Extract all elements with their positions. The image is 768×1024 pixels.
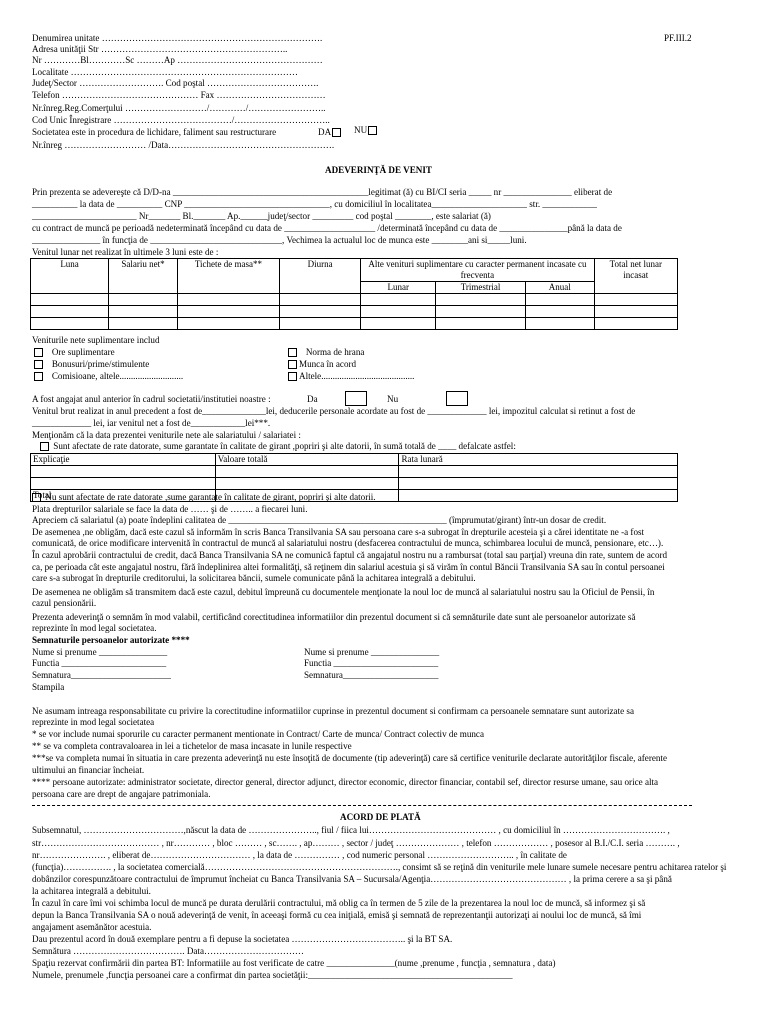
agreement-title: ACORD DE PLATĂ — [340, 812, 421, 822]
agreement-signature-line: Semnătura ………………………………. Data…………………………… — [32, 946, 305, 956]
da-checkbox[interactable] — [332, 128, 341, 137]
supp-item-bonusuri[interactable] — [34, 359, 149, 370]
sig-right-signature: Semnatura_____________________ — [304, 670, 439, 680]
note-line: ** se va completa contravaloarea in lei a tichetelor de masa incasate in lunile respective — [32, 741, 352, 751]
header-line: Judeţ/Sector ………………………. Cod poştal ………………………………. — [32, 78, 319, 88]
income-table — [30, 258, 678, 330]
col-header-explicatie: Explicaţie — [31, 454, 216, 466]
intro-line: Prin prezenta se adevereşte că D/D-na ___________________________________________legitimat (ă) cu BI/CI seria _____ nr _______________ eliberat de — [32, 187, 613, 197]
declaration-line: În cazul aprobării contractului de credit, dacă Banca Transilvania SA ne comunică faptul că angajatul nostru nu a rambursat (total sau parţial) vreuna din rate, suntem de acord — [32, 550, 668, 560]
debt-affected-option[interactable] — [40, 441, 516, 452]
table-row[interactable] — [31, 466, 678, 478]
bt-verification-line: Spaţiu rezervat confirmării din partea BT: Informatiile au fost verificate de catre _______________(nume ,prenume , funcţia , semnatura , data) — [32, 958, 556, 968]
supp-label: Norma de hrana — [305, 347, 365, 357]
sig-right-function: Functia _______________________ — [304, 658, 439, 668]
declaration-line: ca, pe perioada cât este angajatul nostru, fără îndeplinirea altei formalităţi, să reţinem din salariul acestuia şi să virăm în contul Băncii Transilvania SA sau în contul persoanei — [32, 562, 665, 572]
sig-stamp: Stampila — [32, 682, 65, 692]
col-header-salariu: Salariu net* — [109, 259, 178, 294]
separator-line — [32, 805, 692, 806]
nu-label: NU — [354, 125, 368, 135]
col-header-tichete: Tichete de masa** — [177, 259, 279, 294]
agreement-line: dobânzilor corespunzătoare contractului de împrumut încheiat cu Banca Transilvania SA – Sucursala/Agenţia……………………………………… , la prima cerere a sa şi până — [32, 874, 672, 884]
checkbox[interactable] — [34, 360, 43, 369]
supp-label: Munca în acord — [299, 359, 357, 369]
sig-left-name: Nume si prenume _______________ — [32, 647, 168, 657]
table-row[interactable] — [31, 318, 678, 330]
agreement-line: angajament asemănător acestuia. — [32, 922, 152, 932]
declaration-line: Plata drepturilor salariale se face la data de …… şi de …….. a fiecarei luni. — [32, 504, 308, 514]
declaration-line: Prezenta adeverinţă o semnăm în mod valabil, certificând corectitudinea informatiilor din prezentul document si că semnăturile date sunt ale persoanelor autorizate să — [32, 612, 636, 622]
document-title: ADEVERINŢĂ DE VENIT — [325, 165, 432, 175]
checkbox[interactable] — [40, 442, 49, 451]
table-row[interactable] — [31, 478, 678, 490]
col-header-rata: Rata lunară — [399, 454, 678, 466]
table-row[interactable] — [31, 294, 678, 306]
header-line: Adresa unităţii Str …………………………………………………….. — [32, 44, 288, 54]
declaration-line: care s-a subrogat în drepturile creditorului, la solicitarea băncii, sumele comunicate până la achitarea integrală a debitului. — [32, 573, 476, 583]
col-header-total: Total net lunar incasat — [594, 259, 677, 294]
checkbox[interactable] — [32, 493, 41, 502]
agreement-line: str………………………………… , nr………… , bloc ……… , sc……. , ap……… , sector / judeţ ………………… , telefon ……………… , posesor al B.I./C.I. seria ………. , — [32, 838, 680, 848]
supp-label: Bonusuri/prime/stimulente — [51, 359, 150, 369]
employment-line: Menţionăm că la data prezentei veniturile nete ale salariatului / salariatei : — [32, 430, 301, 440]
note-line: * se vor include numai sporurile cu caracter permanent mentionate in Contract/ Carte de munca/ Contract colectiv de munca — [32, 729, 484, 739]
declaration-line: cazul pensionării. — [32, 598, 97, 608]
prev-year-da-box[interactable] — [345, 391, 367, 406]
agreement-line: Subsemnatul, ……………………………,născut la data de ………………….., fiul / fiica lui…………………………………… , cu domiciliul în ……………………………. , — [32, 825, 670, 835]
sub-header-anual: Anual — [525, 282, 594, 294]
note-line: ultimului an financiar încheiat. — [32, 765, 145, 775]
liquidation-question: Societatea este in procedura de lichidare, faliment sau restructurare — [32, 127, 277, 137]
table-row[interactable] — [31, 306, 678, 318]
intro-line: Venitul lunar net realizat în ultimele 3 luni este de : — [32, 247, 219, 257]
header-line: Nr.înreg ……………………… /Data………………………………………………. — [32, 140, 335, 150]
intro-line: cu contract de muncă pe perioadă nedeterminată începând cu data de ____________________ /determinată începând cu data de _______________până la data de — [32, 223, 622, 233]
agreement-line: la achitarea integrală a debitului. — [32, 886, 151, 896]
no-debt-option[interactable] — [32, 492, 376, 503]
nu-checkbox[interactable] — [368, 126, 377, 135]
note-line: reprezinte in mod legal societatea — [32, 717, 155, 727]
agreement-line: Dau prezentul acord în două exemplare pentru a fi depuse la societatea ……………………………….. şi la BT SA. — [32, 934, 453, 944]
declaration-line: comunicată, de orice modificare intervenită în contractul de muncă al salariatului nostru (desfacerea contractului de munca, schimbarea locului de muncă, pensionare, etc…). — [32, 538, 664, 548]
prev-year-nu-label: Nu — [387, 394, 399, 404]
declaration-line: De asemenea ,ne obligăm, dacă este cazul să informăm în scris Banca Transilvania SA sau persoana care s-a subrogat în drepturile acesteia şi a cărei identitate ne -a fost — [32, 527, 645, 537]
header-line: Nr …………Bl…………Sc ………Ap ………………………………………… — [32, 55, 323, 65]
intro-line: _______________ în funcţia de _____________________________, Vechimea la actualul loc de munca este ________ani si_____luni. — [32, 235, 527, 245]
agreement-line: nr…………………. , eliberat de…………………………… , la data de …………… , cod numeric personal ……………………….. , în calitate de — [32, 850, 567, 860]
declaration-line: De asemenea ne obligăm să transmitem dacă este cazul, debitul împreună cu documentele menţionate la noul loc de muncă al salariatului nostru sau la Oficiul de Pensii, în — [32, 587, 655, 597]
note-line: ***se va completa numai în situatia in care prezenta adeverinţă nu este însoţită de documente (tip adeverinţă) care să certifice veniturile declarate autorităţilor fiscale, aferente — [32, 753, 667, 763]
supp-item-altele[interactable] — [288, 371, 414, 382]
checkbox[interactable] — [34, 372, 43, 381]
agreement-line: depun la Banca Transilvania SA o nouă adeverinţă de venit, în aceeaşi formă cu cea iniţială, emisă şi semnată de reprezentanţii autorizaţi ai noului loc de muncă, să îmi — [32, 910, 642, 920]
col-header-alte-venituri: Alte venituri suplimentare cu caracter permanent incasate cu frecventa — [361, 259, 594, 282]
sub-header-lunar: Lunar — [361, 282, 436, 294]
col-header-luna: Luna — [31, 259, 109, 294]
agreement-line: (funcţia)……………. , la societatea comercială………………………………………………………., consimt să se reţină din veniturile mele lunare sumele necesare pentru achitarea ratelor şi — [32, 862, 727, 872]
checkbox[interactable] — [34, 348, 43, 357]
supp-item-ore[interactable] — [34, 347, 115, 358]
checkbox[interactable] — [288, 360, 297, 369]
sub-header-trimestrial: Trimestrial — [436, 282, 526, 294]
da-label: DA — [318, 127, 332, 137]
header-line: Telefon ……………………………………… Fax ……………………………… — [32, 90, 326, 100]
sig-right-name: Nume si prenume _______________ — [304, 647, 440, 657]
checkbox[interactable] — [288, 372, 297, 381]
note-line: persoana care are drept de angajare patrimoniala. — [32, 789, 211, 799]
declaration-line: reprezinte în mod legal societatea. — [32, 623, 157, 633]
header-line: Localitate ………………………………………………………………… — [32, 67, 298, 77]
employment-line: _____________ lei, iar venitul net a fost de____________lei***. — [32, 418, 271, 428]
liquidation-da[interactable] — [318, 127, 343, 138]
intro-line: _______________________ Nr_______ Bl._______ Ap.______judeţ/sector _________ cod poştal ________, este salariat (ă) — [32, 211, 491, 221]
intro-line: __________ la data de __________ CNP ________________________________, cu domiciliul în localitatea_____________________ str. ____________ — [32, 199, 597, 209]
note-line: **** persoane autorizate: administrator societate, director general, director adjunct, director economic, director financiar, contabil sef, director resurse umane, sau orice alta — [32, 777, 659, 787]
prev-year-question: A fost angajat anul anterior în cadrul societatii/institutiei noastre : — [32, 394, 271, 404]
total-label: Total — [31, 490, 216, 502]
supp-item-acord[interactable] — [288, 359, 356, 370]
sig-left-function: Functia _______________________ — [32, 658, 167, 668]
col-header-valoare: Valoare totală — [215, 454, 399, 466]
signatures-title: Semnaturile persoanelor autorizate **** — [32, 635, 190, 645]
supp-label: Ore suplimentare — [51, 347, 115, 357]
supp-label: Comisioane, altele............................ — [51, 371, 184, 381]
option-label: Nu sunt afectate de rate datorate ,sume garantate în calitate de girant, popriri şi alte datorii. — [45, 492, 376, 502]
employment-line: Venitul brut realizat in anul precedent a fost de______________lei, deducerile personale acordate au fost de _____________ lei, impozitul calculat si retinut a fost de — [32, 406, 636, 416]
supplementary-title: Veniturile nete suplimentare includ — [32, 335, 160, 345]
supp-item-norma[interactable] — [288, 347, 364, 358]
supp-item-comisioane[interactable] — [34, 371, 183, 382]
header-line: Denumirea unitate ………………………………………………………………. — [32, 33, 323, 43]
prev-year-da-label: Da — [307, 394, 318, 404]
form-code: PF.III.2 — [664, 33, 692, 43]
declaration-line: Apreciem că salariatul (a) poate îndeplini calitatea de ________________________________________________ (împrumutat/girant) într-un dosar de credit. — [32, 515, 607, 525]
header-line: Nr.înreg.Reg.Comerţului ………………………/…………/…………………….. — [32, 103, 326, 113]
company-confirmation-line: Numele, prenumele ,funcţia persoanei care a confirmat din partea societăţii:_____________________________________________ — [32, 970, 513, 980]
header-line: Cod Unic Înregistrare …………………………………/………………………….. — [32, 115, 330, 125]
sig-left-signature: Semnatura______________________ — [32, 670, 171, 680]
note-line: Ne asumam intreaga responsabilitate cu privire la corectitudine informatiilor cuprinse in prezentul document si confirmam ca persoanele semnatare sunt autorizate sa — [32, 706, 634, 716]
checkbox[interactable] — [288, 348, 297, 357]
agreement-line: În cazul în care îmi voi schimba locul de muncă pe durata derulării contractului, mă oblig ca în termen de 5 zile de la prezentarea la noul loc de muncă, să informez şi să — [32, 898, 646, 908]
prev-year-nu-box[interactable] — [446, 391, 468, 406]
liquidation-nu[interactable] — [354, 125, 379, 136]
col-header-diurna: Diurna — [279, 259, 360, 294]
option-label: Sunt afectate de rate datorate, sume garantate în calitate de girant ,popriri şi alte datorii, în sumă totală de ____ defalcate astfel: — [53, 441, 516, 451]
supp-label: Altele......................................... — [299, 371, 415, 381]
